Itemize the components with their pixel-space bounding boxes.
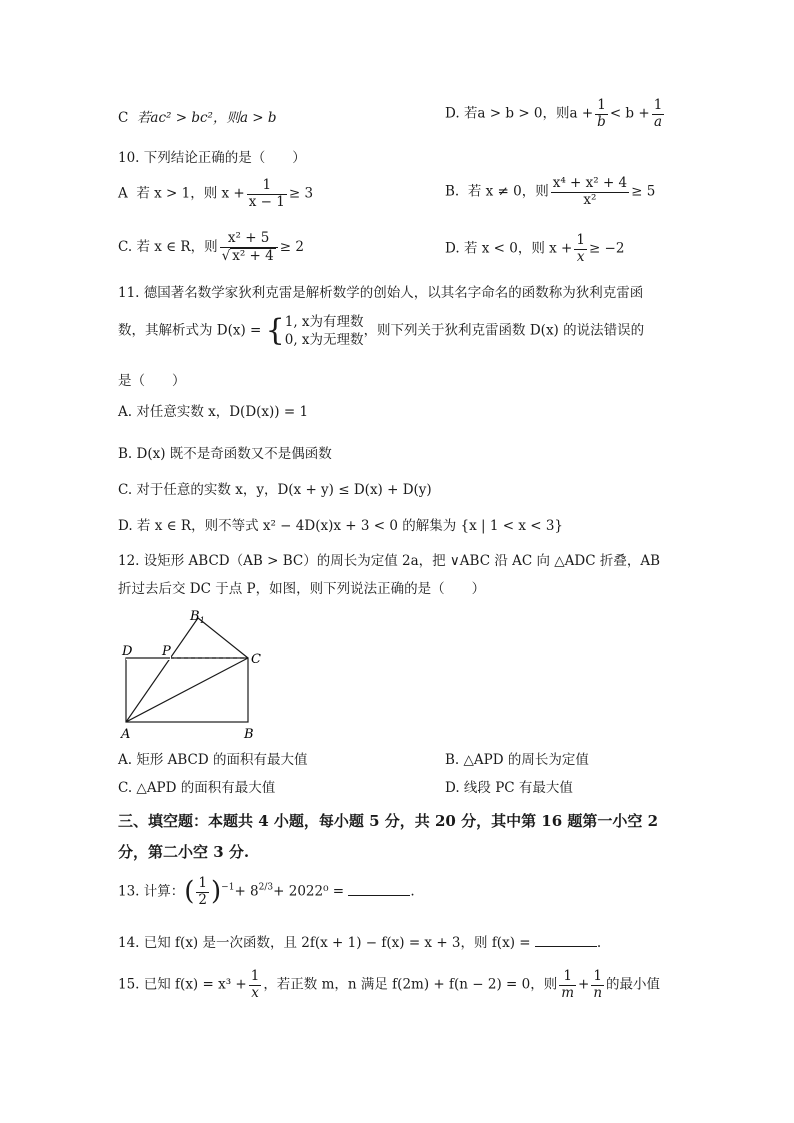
q9-option-d: D. 若a > b > 0，则a + $\frac{1}{b}$ < b + $\frac{1}{a}$ (445, 97, 663, 130)
q12-figure (110, 606, 280, 746)
label-c: C (251, 652, 261, 667)
q13: 13. 计算：( $\frac{1}{2}$ )$^{-1}+ 8^{2/3}+ 2022^0$ = . (118, 875, 415, 908)
segment-ab1 (126, 618, 198, 722)
label-b1: $B_1$ (190, 609, 205, 625)
diagonal-ac (126, 658, 248, 722)
label-b: B (244, 727, 254, 742)
q13-answer-blank[interactable] (348, 883, 410, 896)
q11-option-c: C. 对于任意的实数 x，y，D(x + y) ≤ D(x) + D(y) (118, 482, 432, 498)
q11-stem-line2: 数，其解析式为 D(x) = { 1, x为有理数 0, x为无理数 ，则下列关于狄利克雷函数 D(x) 的说法错误的 (118, 313, 645, 349)
q10-option-d: D. 若 x < 0，则 x + $\frac{1}{x}$ ≥ −2 (445, 232, 625, 265)
label-a: A (121, 727, 131, 742)
section3-heading-line2: 分，第二小空 3 分. (118, 843, 250, 861)
q11-option-d: D. 若 x ∈ R，则不等式 x² − 4D(x)x + 3 < 0 的解集为 {x | 1 < x < 3} (118, 518, 564, 534)
q10-option-c: C. 若 x ∈ R，则 $\frac{\text{x² + 5}}{\text{√ x² + 4}}$ ≥ 2 (118, 230, 304, 264)
q10-option-b: B. 若 x ≠ 0，则 $\frac{\text{x⁴ + x² + 4}}{\text{x²}}$ ≥ 5 (445, 175, 656, 208)
segment-b1c (198, 618, 248, 658)
q11-stem-line1: 11. 德国著名数学家狄利克雷是解析数学的创始人，以其名字命名的函数称为狄利克雷函 (118, 285, 644, 301)
q11-stem-line3: 是（ ） (118, 373, 186, 389)
q14: 14. 已知 f(x) 是一次函数，且 2f(x + 1) − f(x) = x + 3，则 f(x) = . (118, 935, 602, 951)
q11-option-a: A. 对任意实数 x，D(D(x)) = 1 (118, 404, 309, 420)
q12-stem-line1: 12. 设矩形 ABCD（AB > BC）的周长为定值 2a，把 ∨ABC 沿 AC 向 △ADC 折叠，AB (118, 553, 661, 569)
q10-option-a: A 若 x > 1，则 x + $\frac{1}{x - 1}$ ≥ 3 (118, 177, 314, 210)
q10-stem: 10. 下列结论正确的是（ ） (118, 150, 306, 166)
label-p: P (162, 644, 171, 659)
label-d: D (122, 644, 133, 659)
section3-heading-line1: 三、填空题：本题共 4 小题，每小题 5 分，共 20 分，其中第 16 题第一小空 2 (118, 812, 659, 830)
q15: 15. 已知 f(x) = x³ + $\frac{1}{x}$ ，若正数 m，n 满足 f(2m) + f(n − 2) = 0，则 $\frac{1}{m}$ + $\frac{1}{n}$ 的最小值 (118, 968, 661, 1001)
q12-option-a: A. 矩形 ABCD 的面积有最大值 (118, 752, 308, 768)
q12-option-c: C. △APD 的面积有最大值 (118, 780, 276, 796)
q12-stem-line2: 折过去后交 DC 于点 P，如图，则下列说法正确的是（ ） (118, 581, 486, 597)
q12-option-b: B. △APD 的周长为定值 (445, 752, 589, 768)
q9-option-c: C 若ac² > bc²，则a > b (118, 110, 277, 126)
q14-answer-blank[interactable] (535, 934, 597, 947)
q11-option-b: B. D(x) 既不是奇函数又不是偶函数 (118, 446, 332, 462)
q12-option-d: D. 线段 PC 有最大值 (445, 780, 573, 796)
